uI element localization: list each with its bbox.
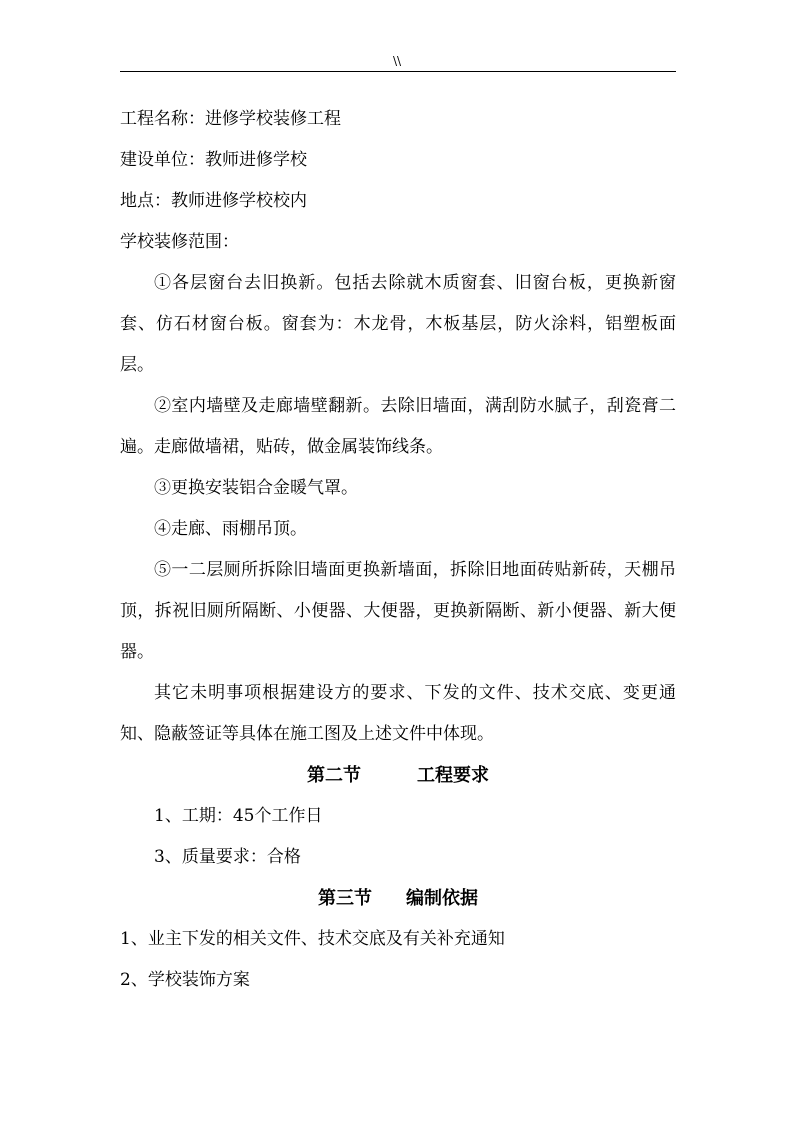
- scope-item-3: ③更换安装铝合金暖气罩。: [154, 478, 358, 498]
- scope-item-4: ④走廊、雨棚吊顶。: [154, 519, 307, 539]
- scope-item-1: ①各层窗台去旧换新。包括去除就木质窗套、旧窗台板，更换新窗套、仿石材窗台板。窗套为：木龙骨，木板基层，防火涂料，铝塑板面层。: [120, 273, 676, 375]
- header-rule: [120, 71, 676, 72]
- location-line: 地点：教师进修学校校内: [120, 191, 307, 211]
- section-3-title: 编制依据: [406, 888, 478, 909]
- scope-item-5: ⑤一二层厕所拆除旧墙面更换新墙面，拆除旧地面砖贴新砖，天棚吊顶，拆祝旧厕所隔断、小便器、大便器，更换新隔断、新小便器、新大便器。: [120, 560, 676, 662]
- section-2-title: 工程要求: [417, 765, 489, 786]
- scope-note: 其它未明事项根据建设方的要求、下发的文件、技术交底、变更通知、隐蔽签证等具体在施工图及上述文件中体现。: [120, 683, 676, 744]
- scope-title: 学校装修范围：: [120, 232, 239, 252]
- section-3-heading: [120, 878, 676, 919]
- document-body: [120, 99, 676, 1001]
- project-name-line: 工程名称：进修学校装修工程: [120, 109, 341, 129]
- header-mark: \\: [392, 54, 402, 68]
- section-2-item-1: 1、工期：45个工作日: [154, 806, 323, 826]
- section-3-number: 第三节: [318, 888, 372, 909]
- section-3-item-1: 1、业主下发的相关文件、技术交底及有关补充通知: [120, 929, 505, 949]
- section-3-item-2: 2、学校装饰方案: [120, 970, 250, 990]
- section-2-item-2: 3、质量要求：合格: [154, 847, 301, 867]
- section-2-number: 第二节: [307, 765, 361, 786]
- owner-line: 建设单位：教师进修学校: [120, 150, 307, 170]
- section-2-heading: [120, 755, 676, 796]
- scope-item-2: ②室内墙壁及走廊墙壁翻新。去除旧墙面，满刮防水腻子，刮瓷膏二遍。走廊做墙裙，贴砖，做金属装饰线条。: [120, 396, 676, 457]
